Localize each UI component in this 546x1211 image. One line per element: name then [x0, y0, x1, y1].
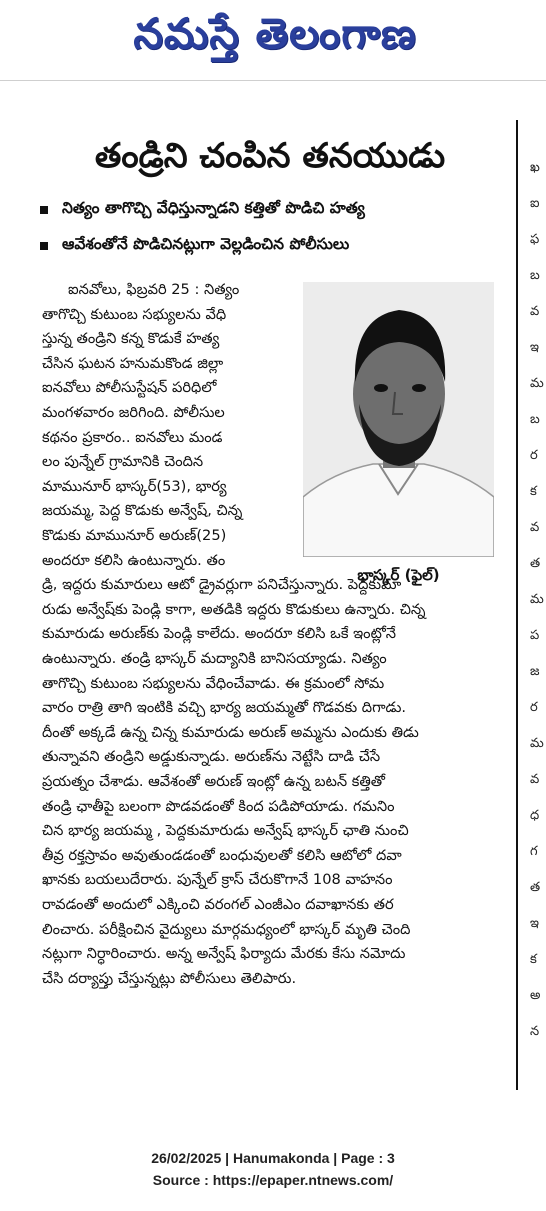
- body-line: ఖానకు బయలుదేరారు. పున్నేల్ క్రాస్ చేరుకొగానే 108 వాహనం: [42, 871, 393, 889]
- adjacent-column-char: వ: [530, 520, 540, 535]
- bullet-square-icon: [40, 206, 48, 214]
- body-line: తండ్రి ఛాతీపై బలంగా పొడవడంతో కింద పడిపోయాడు. గమనిం: [42, 797, 395, 815]
- adjacent-column-char: వ: [530, 304, 540, 319]
- body-line: కొడుకు మామునూర్ అరుణ్(25): [42, 527, 227, 544]
- adjacent-column-char: ర: [530, 700, 538, 715]
- person-photo-icon: [303, 282, 494, 557]
- body-line: అందరూ కలిసి ఉంటున్నారు. తం: [42, 551, 226, 569]
- body-line: దీంతో అక్కడే ఉన్న చిన్న కుమారుడు అరుణ్ అమ్మను ఎందుకు తిడు: [42, 723, 419, 741]
- adjacent-column-char: క: [530, 484, 537, 499]
- body-line: మంగళవారం జరిగింది. పోలీసుల: [42, 404, 225, 421]
- body-line: లం పున్నేల్ గ్రామానికి చెందిన: [42, 453, 204, 471]
- body-line: కథనం ప్రకారం.. ఐనవోలు మండ: [42, 428, 223, 446]
- body-line: జయమ్మ, పెద్ద కొడుకు అన్వేష్, చిన్న: [42, 502, 243, 520]
- adjacent-column-char: ర: [530, 448, 538, 463]
- body-line: చేసిన ఘటన హనుమకొండ జిల్లా: [42, 354, 224, 372]
- adjacent-column-char: జ: [530, 664, 540, 679]
- body-line: చిన భార్య జయమ్మ , పెద్దకుమారుడు అన్వేష్ భాస్కర్ ఛాతి నుంచి: [42, 822, 409, 840]
- adjacent-column-char: మ: [530, 736, 544, 751]
- body-line: లించారు. పరీక్షించిన వైద్యులు మార్గమధ్యంలో భాస్కర్ మృతి చెంది: [42, 920, 411, 938]
- column-divider: [516, 120, 518, 1090]
- adjacent-column-char: మ: [530, 592, 544, 607]
- subhead-1-text: నిత్యం తాగొచ్చి వేధిస్తున్నాడని కత్తితో పొడిచి హత్య: [62, 199, 365, 217]
- subhead-2: [40, 232, 510, 260]
- adjacent-column-char: క: [530, 952, 537, 967]
- body-line: వారం రాత్రి తాగి ఇంటికి వచ్చి భార్య జయమ్మతో గొడవకు దిగాడు.: [42, 699, 407, 717]
- adjacent-column-char: వ: [530, 772, 540, 787]
- body-line: డ్రి, ఇద్దరు కుమారులు ఆటో డ్రైవర్లుగా పనిచేస్తున్నారు. పెద్దకుమా: [42, 576, 402, 594]
- bullet-square-icon: [40, 242, 48, 250]
- adjacent-column-char: న: [530, 1024, 540, 1039]
- body-line: రుడు అన్వేష్‌కు పెండ్లి కాగా, అతడికి ఇద్దరు కొడుకులు ఉన్నారు. చిన్న: [42, 600, 426, 618]
- adjacent-column-char: బ: [530, 412, 540, 427]
- adjacent-column-char: ఫ: [530, 232, 540, 247]
- body-line: మామునూర్ భాస్కర్(53), భార్య: [42, 477, 227, 495]
- subhead-2-text: ఆవేశంతోనే పొడిచినట్లుగా వెల్లడించిన పోలీసులు: [62, 235, 350, 253]
- adjacent-column-char: ఖ: [530, 160, 540, 175]
- body-line: రావడంతో అందులో ఎక్కించి వరంగల్ ఎంజీఎం దవాఖానకు తర: [42, 896, 394, 913]
- body-line: ప్రయత్నం చేశాడు. ఆవేశంతో అరుణ్ ఇంట్లో ఉన్న బటన్ కత్తితో: [42, 773, 386, 790]
- adjacent-column-char: మ: [530, 376, 544, 391]
- body-line: తాగొచ్చి కుటుంబ సభ్యులను వేధి: [42, 305, 227, 323]
- body-line: తీవ్ర రక్తస్రావం అవుతుండడంతో బంధువులతో కలిసి ఆటోలో దవా: [42, 846, 402, 864]
- footer-source-line: Source : https://epaper.ntnews.com/: [152, 1172, 394, 1188]
- body-line: నట్లుగా నిర్ధారించారు. అన్న అన్వేష్ ఫిర్యాదు మేరకు కేసు నమోదు: [42, 945, 406, 963]
- subhead-1: [40, 196, 510, 224]
- article-photo: [303, 282, 494, 557]
- adjacent-column-char: త: [530, 556, 541, 571]
- headline: తండ్రిని చంపిన తనయుడు: [94, 136, 446, 176]
- body-line: చేసి దర్యాప్తు చేస్తున్నట్లు పోలీసులు తెలిపారు.: [42, 969, 297, 987]
- photo-caption: భాస్కర్ (ఫైల్): [357, 566, 440, 584]
- body-line: కుమారుడు అరుణ్‌కు పెండ్లి కాలేదు. అందరూ కలిసి ఒకే ఇంట్లోనే: [42, 625, 396, 643]
- body-line: తాగొచ్చి కుటుంబ సభ్యులను వేధించేవాడు. ఈ క్రమంలో సోమ: [42, 674, 385, 692]
- footer-date-line: 26/02/2025 | Hanumakonda | Page : 3: [151, 1150, 395, 1166]
- adjacent-column-char: గ: [530, 844, 538, 859]
- adjacent-column-char: అ: [530, 988, 541, 1003]
- adjacent-column-char: ధ: [530, 808, 540, 823]
- adjacent-column-char: ఇ: [530, 916, 539, 931]
- adjacent-column-char: ప: [530, 628, 540, 643]
- body-line: ఐనవోలు, ఫిబ్రవరి 25 : నిత్యం: [68, 281, 240, 298]
- adjacent-column-char: బ: [530, 268, 540, 283]
- masthead-logo: నమస్తే తెలంగాణ: [133, 9, 417, 58]
- body-line: స్తున్న తండ్రిని కన్న కొడుకే హత్య: [42, 330, 220, 348]
- adjacent-column-fragment: [526, 150, 546, 1090]
- body-line: ఉంటున్నారు. తండ్రి భాస్కర్ మద్యానికి బానిసయ్యాడు. నిత్యం: [42, 650, 387, 667]
- adjacent-column-char: ఐ: [530, 196, 540, 211]
- body-line: తున్నావని తండ్రిని అడ్డుకున్నాడు. అరుణ్‌ను నెట్టేసి దాడి చేసే: [42, 748, 381, 766]
- adjacent-column-char: ఇ: [530, 340, 539, 355]
- body-line: ఐనవోలు పోలీసుస్టేషన్ పరిధిలో: [42, 379, 217, 397]
- adjacent-column-char: త: [530, 880, 541, 895]
- top-rule: [0, 80, 546, 81]
